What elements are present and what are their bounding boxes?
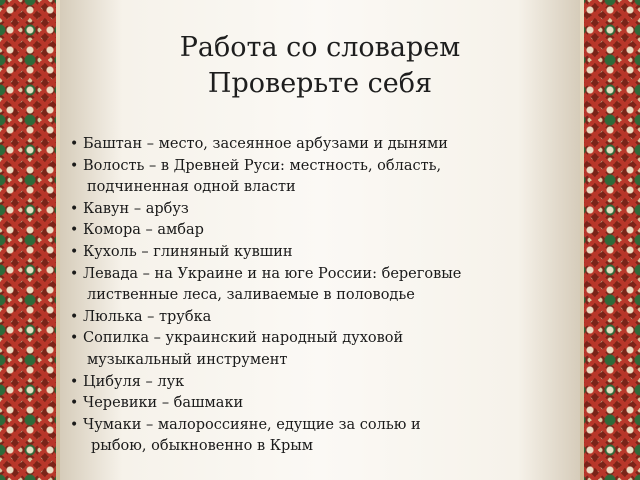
bullet-icon: • <box>70 308 79 325</box>
ornamental-border-left <box>0 0 60 480</box>
bullet-icon: • <box>70 157 79 174</box>
bullet-icon: • <box>70 330 79 347</box>
bullet-icon: • <box>70 416 79 433</box>
bullet-icon: • <box>70 243 79 260</box>
bullet-icon: • <box>70 373 79 390</box>
list-item: • Волость – в Древней Руси: местность, область, подчиненная одной власти <box>70 157 442 196</box>
title-line-2: Проверьте себя <box>207 68 433 99</box>
bullet-icon: • <box>70 395 79 412</box>
list-item: • Баштан – место, засеянное арбузами и дынями <box>70 134 570 156</box>
slide-content <box>60 0 580 480</box>
slide-title <box>60 30 580 102</box>
list-item: • Кухоль – глиняный кувшин <box>70 242 570 264</box>
list-item: • Сопилка – украинский народный духовой музыкальный инструмент <box>70 330 404 368</box>
list-item: • Комора – амбар <box>70 220 570 242</box>
bullet-icon: • <box>70 200 79 217</box>
list-item: • Черевики – башмаки <box>70 393 570 415</box>
ornamental-border-right <box>580 0 640 480</box>
list-item: • Цибуля – лук <box>70 372 570 394</box>
glossary-list <box>70 134 570 458</box>
title-line-1: Работа со словарем <box>179 32 461 63</box>
list-item: • Чумаки – малороссияне, едущие за солью и рыбою, обыкновенно в Крым <box>70 416 421 455</box>
list-item: • Кавун – арбуз <box>70 199 570 221</box>
list-item: • Левада – на Украине и на юге России: береговые лиственные леса, заливаемые в половодье <box>70 265 462 304</box>
bullet-icon: • <box>70 136 79 152</box>
bullet-icon: • <box>70 265 79 282</box>
bullet-icon: • <box>70 222 79 239</box>
list-item: • Люлька – трубка <box>70 307 570 329</box>
